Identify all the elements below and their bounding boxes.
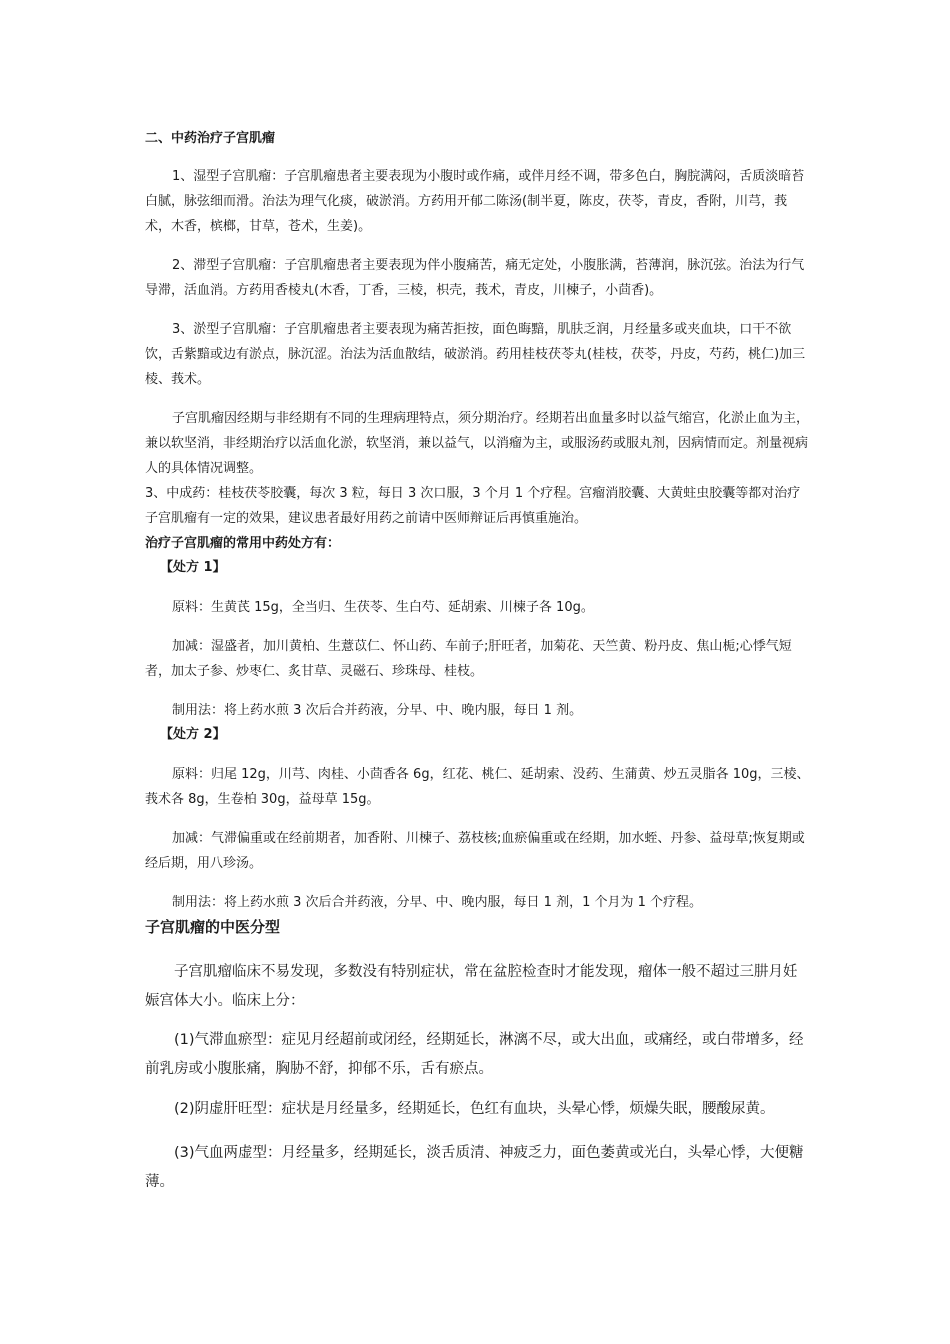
section-title: 二、中药治疗子宫肌瘤 <box>145 131 276 146</box>
rx1-usage: 制用法：将上药水煎 3 次后合并药液，分早、中、晚内服，每日 1 剂。 <box>172 703 583 718</box>
period-note-paragraph: 子宫肌瘤因经期与非经期有不同的生理病理特点，须分期治疗。经期若出血量多时以益气缩宫，化淤止血为主，兼以软坚消，非经期治疗以活血化淤，软坚消，兼以益气，以消瘤为主，或服汤药或服丸剂，因病情而定。剂量视病人的具体情况调整。 <box>145 411 810 476</box>
type-1-paragraph: 1、湿型子宫肌瘤：子宫肌瘤患者主要表现为小腹时或作痛，或伴月经不调，带多色白，胸脘满闷，舌质淡暗苔白腻，脉弦细而滑。治法为理气化痰，破淤消。方药用开郁二陈汤(制半夏，陈皮，茯苓，青皮，香附，川芎，莪术，木香，槟榔，甘草，苍术，生姜)。 <box>145 169 805 234</box>
rx2-usage: 制用法：将上药水煎 3 次后合并药液，分早、中、晚内服，每日 1 剂，1 个月为 1 个疗程。 <box>172 895 703 910</box>
tcm-intro-paragraph: 子宫肌瘤临床不易发现，多数没有特别症状，常在盆腔检查时才能发现，瘤体一般不超过三肼月妊娠宫体大小。临床上分： <box>145 964 798 1009</box>
patent-medicine-paragraph: 3、中成药：桂枝茯苓胶囊，每次 3 粒，每日 3 次口服，3 个月 1 个疗程。宫瘤消胶囊、大黄蛀虫胶囊等都对治疗子宫肌瘤有一定的效果，建议患者最好用药之前请中医师辩证后再慎重施治。 <box>145 486 801 526</box>
rx2-modifications: 加减：气滞偏重或在经前期者，加香附、川楝子、荔枝核;血瘀偏重或在经期，加水蛭、丹参、益母草;恢复期或经后期，用八珍汤。 <box>145 831 805 871</box>
tcm-type-2-paragraph: (2)阴虚肝旺型：症状是月经量多，经期延长，色红有血块，头晕心悸，烦燥失眠，腰酸尿黄。 <box>174 1101 775 1117</box>
tcm-type-1-paragraph: (1)气滞血瘀型：症见月经超前或闭经，经期延长，淋漓不尽，或大出血，或痛经，或白带增多，经前乳房或小腹胀痛，胸胁不舒，抑郁不乐，舌有瘀点。 <box>145 1032 804 1077</box>
tcm-type-3-paragraph: (3)气血两虚型：月经量多，经期延长，淡舌质清、神疲乏力，面色萎黄或光白，头晕心悸，大便糖薄。 <box>145 1145 804 1190</box>
rx1-ingredients: 原料：生黄芪 15g，全当归、生茯苓、生白芍、延胡索、川楝子各 10g。 <box>172 600 594 615</box>
tcm-classification-title: 子宫肌瘤的中医分型 <box>145 918 281 936</box>
rx1-heading: 【处方 1】 <box>160 560 226 575</box>
type-3-paragraph: 3、淤型子宫肌瘤：子宫肌瘤患者主要表现为痛苦拒按，面色晦黯，肌肤乏润，月经量多或夹血块，口干不欲饮，舌紫黯或边有淤点，脉沉涩。治法为活血散结，破淤消。药用桂枝茯苓丸(桂枝，茯苓，丹皮，芍药，桃仁)加三棱、莪术。 <box>145 322 806 387</box>
common-prescriptions-title: 治疗子宫肌瘤的常用中药处方有： <box>145 536 341 551</box>
type-2-paragraph: 2、滞型子宫肌瘤：子宫肌瘤患者主要表现为伴小腹痛苦，痛无定处，小腹胀满，苔薄润，脉沉弦。治法为行气导滞，活血消。方药用香棱丸(木香，丁香，三棱，枳壳，莪术，青皮，川楝子，小茴香)。 <box>145 258 805 298</box>
rx2-ingredients: 原料：归尾 12g，川芎、肉桂、小茴香各 6g，红花、桃仁、延胡索、没药、生蒲黄、炒五灵脂各 10g，三棱、莪术各 8g，生卷柏 30g，益母草 15g。 <box>145 767 810 807</box>
rx2-heading: 【处方 2】 <box>160 727 226 742</box>
rx1-modifications: 加减：湿盛者，加川黄柏、生薏苡仁、怀山药、车前子;肝旺者，加菊花、天竺黄、粉丹皮、焦山栀;心悸气短者，加太子参、炒枣仁、炙甘草、灵磁石、珍珠母、桂枝。 <box>145 639 792 679</box>
